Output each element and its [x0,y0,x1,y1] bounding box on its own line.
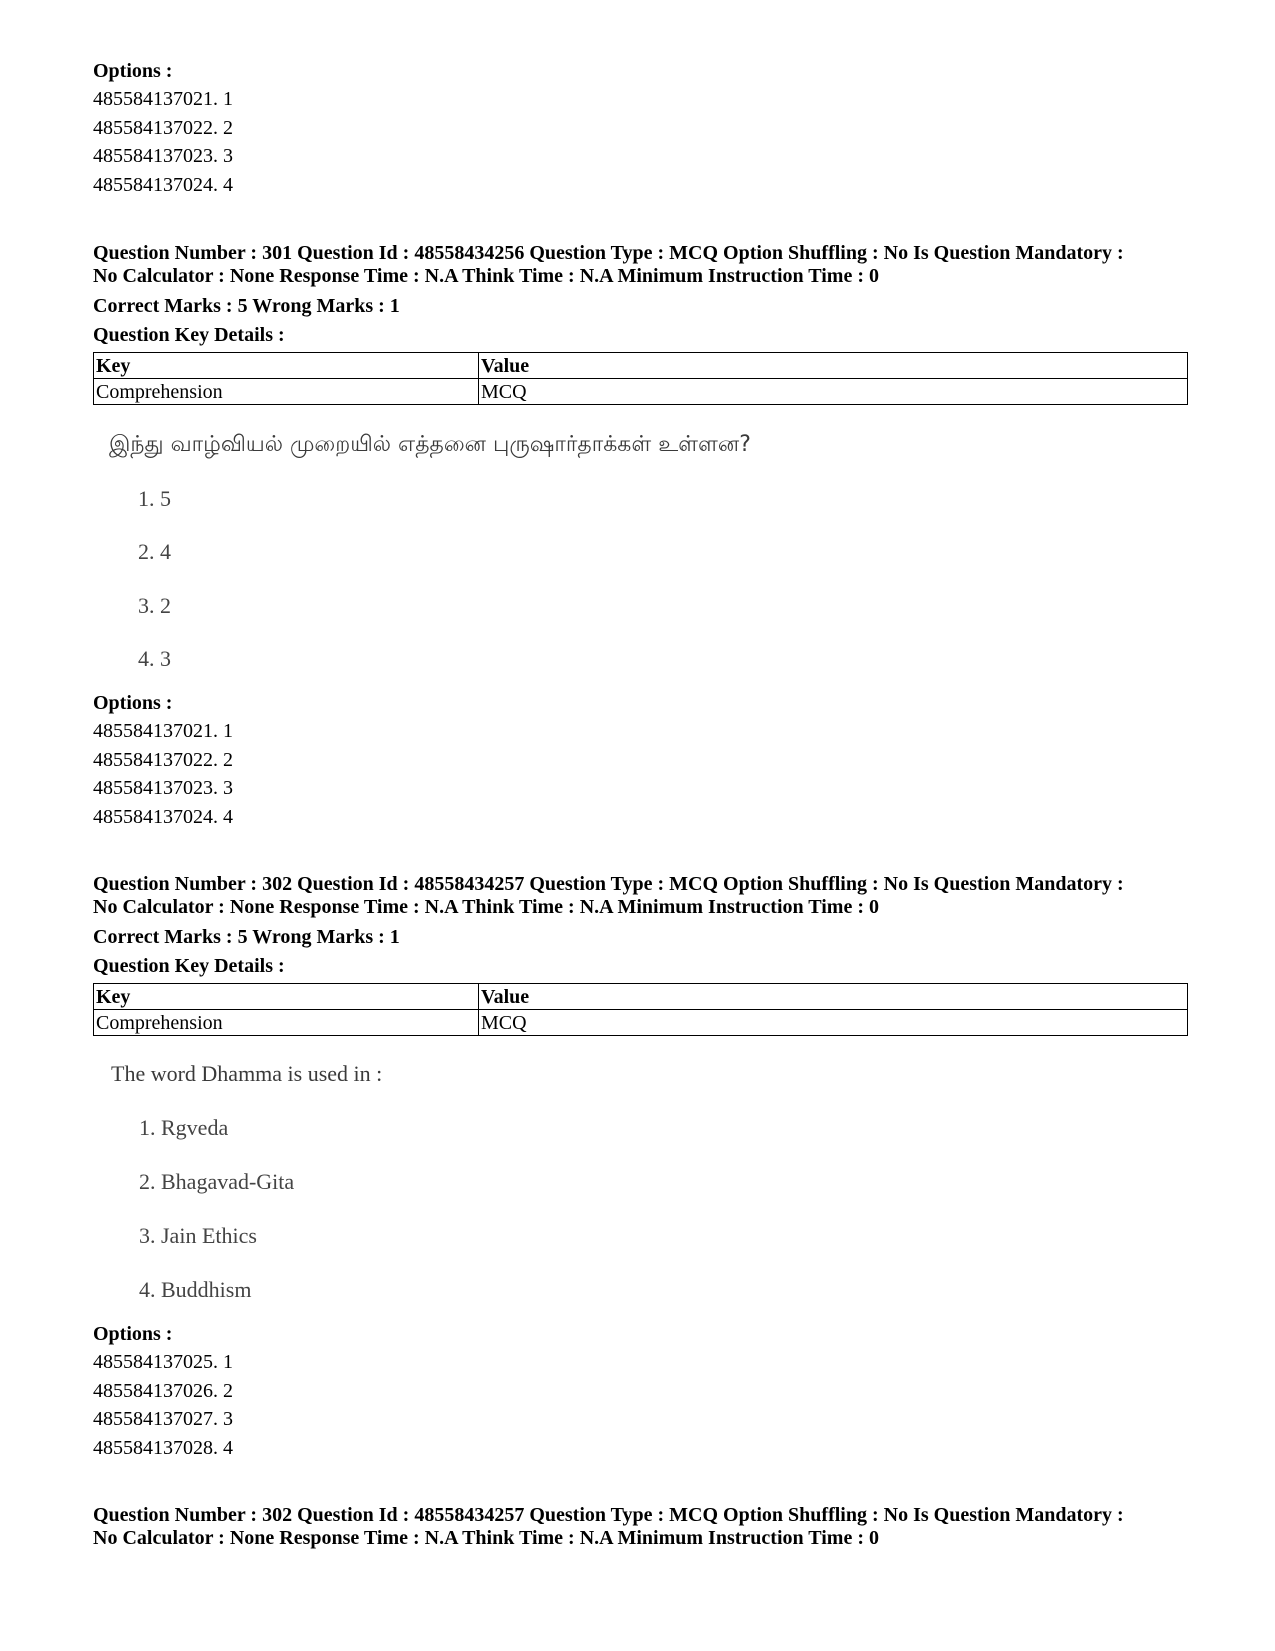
table-cell-value: MCQ [479,1010,1188,1036]
key-details-label: Question Key Details : [93,955,285,977]
question-header [93,873,1203,919]
option-item: 485584137022. 2 [93,116,233,139]
answer-choice: 3. Jain Ethics [139,1223,257,1248]
answer-choice: 2. Bhagavad-Gita [139,1169,295,1194]
options-list [93,1349,233,1463]
question-header [93,1504,1203,1550]
table-cell-key: Comprehension [94,379,479,405]
option-item: 485584137026. 2 [93,1379,233,1402]
table-header-row [94,353,1188,379]
options-label: Options : [93,1323,173,1345]
answer-choice: 4. 3 [138,646,171,671]
marks-line: Correct Marks : 5 Wrong Marks : 1 [93,926,400,948]
question-header-line: No Calculator : None Response Time : N.A Think Time : N.A Minimum Instruction Time : 0 [93,896,879,918]
options-list [93,86,233,200]
table-cell-value: MCQ [479,379,1188,405]
options-list [93,718,233,832]
option-item: 485584137028. 4 [93,1436,233,1459]
option-item: 485584137023. 3 [93,777,233,799]
answer-choice: 1. 5 [138,486,171,511]
options-label: Options : [93,60,173,82]
table-row [94,379,1188,405]
table-cell-key: Comprehension [94,1010,479,1036]
option-item: 485584137024. 4 [93,805,233,828]
table-header-value: Value [479,984,1188,1010]
table-header-row [94,984,1188,1010]
answer-choice: 2. 4 [138,539,171,564]
table-header-value: Value [479,353,1188,379]
question-header-line: No Calculator : None Response Time : N.A Think Time : N.A Minimum Instruction Time : 0 [93,1527,879,1549]
option-item: 485584137021. 1 [93,88,233,110]
table-row [94,1010,1188,1036]
key-details-table [93,983,1188,1036]
marks-line: Correct Marks : 5 Wrong Marks : 1 [93,295,400,317]
options-label: Options : [93,692,173,714]
option-item: 485584137027. 3 [93,1408,233,1430]
question-text: இந்து வாழ்வியல் முறையில் எத்தனை புருஷார்தாக்கள் உள்ளன? [109,432,751,457]
table-header-key: Key [94,984,479,1010]
option-item: 485584137023. 3 [93,145,233,167]
option-item: 485584137022. 2 [93,748,233,771]
answer-choice: 4. Buddhism [139,1277,252,1302]
key-details-table [93,352,1188,405]
question-header-line: Question Number : 301 Question Id : 48558434256 Question Type : MCQ Option Shuffling : No Is Question Mandatory : [93,242,1124,264]
option-item: 485584137025. 1 [93,1351,233,1373]
option-item: 485584137021. 1 [93,720,233,742]
question-header-line: Question Number : 302 Question Id : 48558434257 Question Type : MCQ Option Shuffling : No Is Question Mandatory : [93,1504,1124,1526]
answer-choice: 1. Rgveda [139,1115,229,1140]
question-header-line: No Calculator : None Response Time : N.A Think Time : N.A Minimum Instruction Time : 0 [93,265,879,287]
answer-choice: 3. 2 [138,593,171,618]
question-header [93,242,1203,288]
key-details-label: Question Key Details : [93,324,285,346]
option-item: 485584137024. 4 [93,173,233,196]
question-header-line: Question Number : 302 Question Id : 48558434257 Question Type : MCQ Option Shuffling : No Is Question Mandatory : [93,873,1124,895]
question-text: The word Dhamma is used in : [111,1061,383,1086]
table-header-key: Key [94,353,479,379]
